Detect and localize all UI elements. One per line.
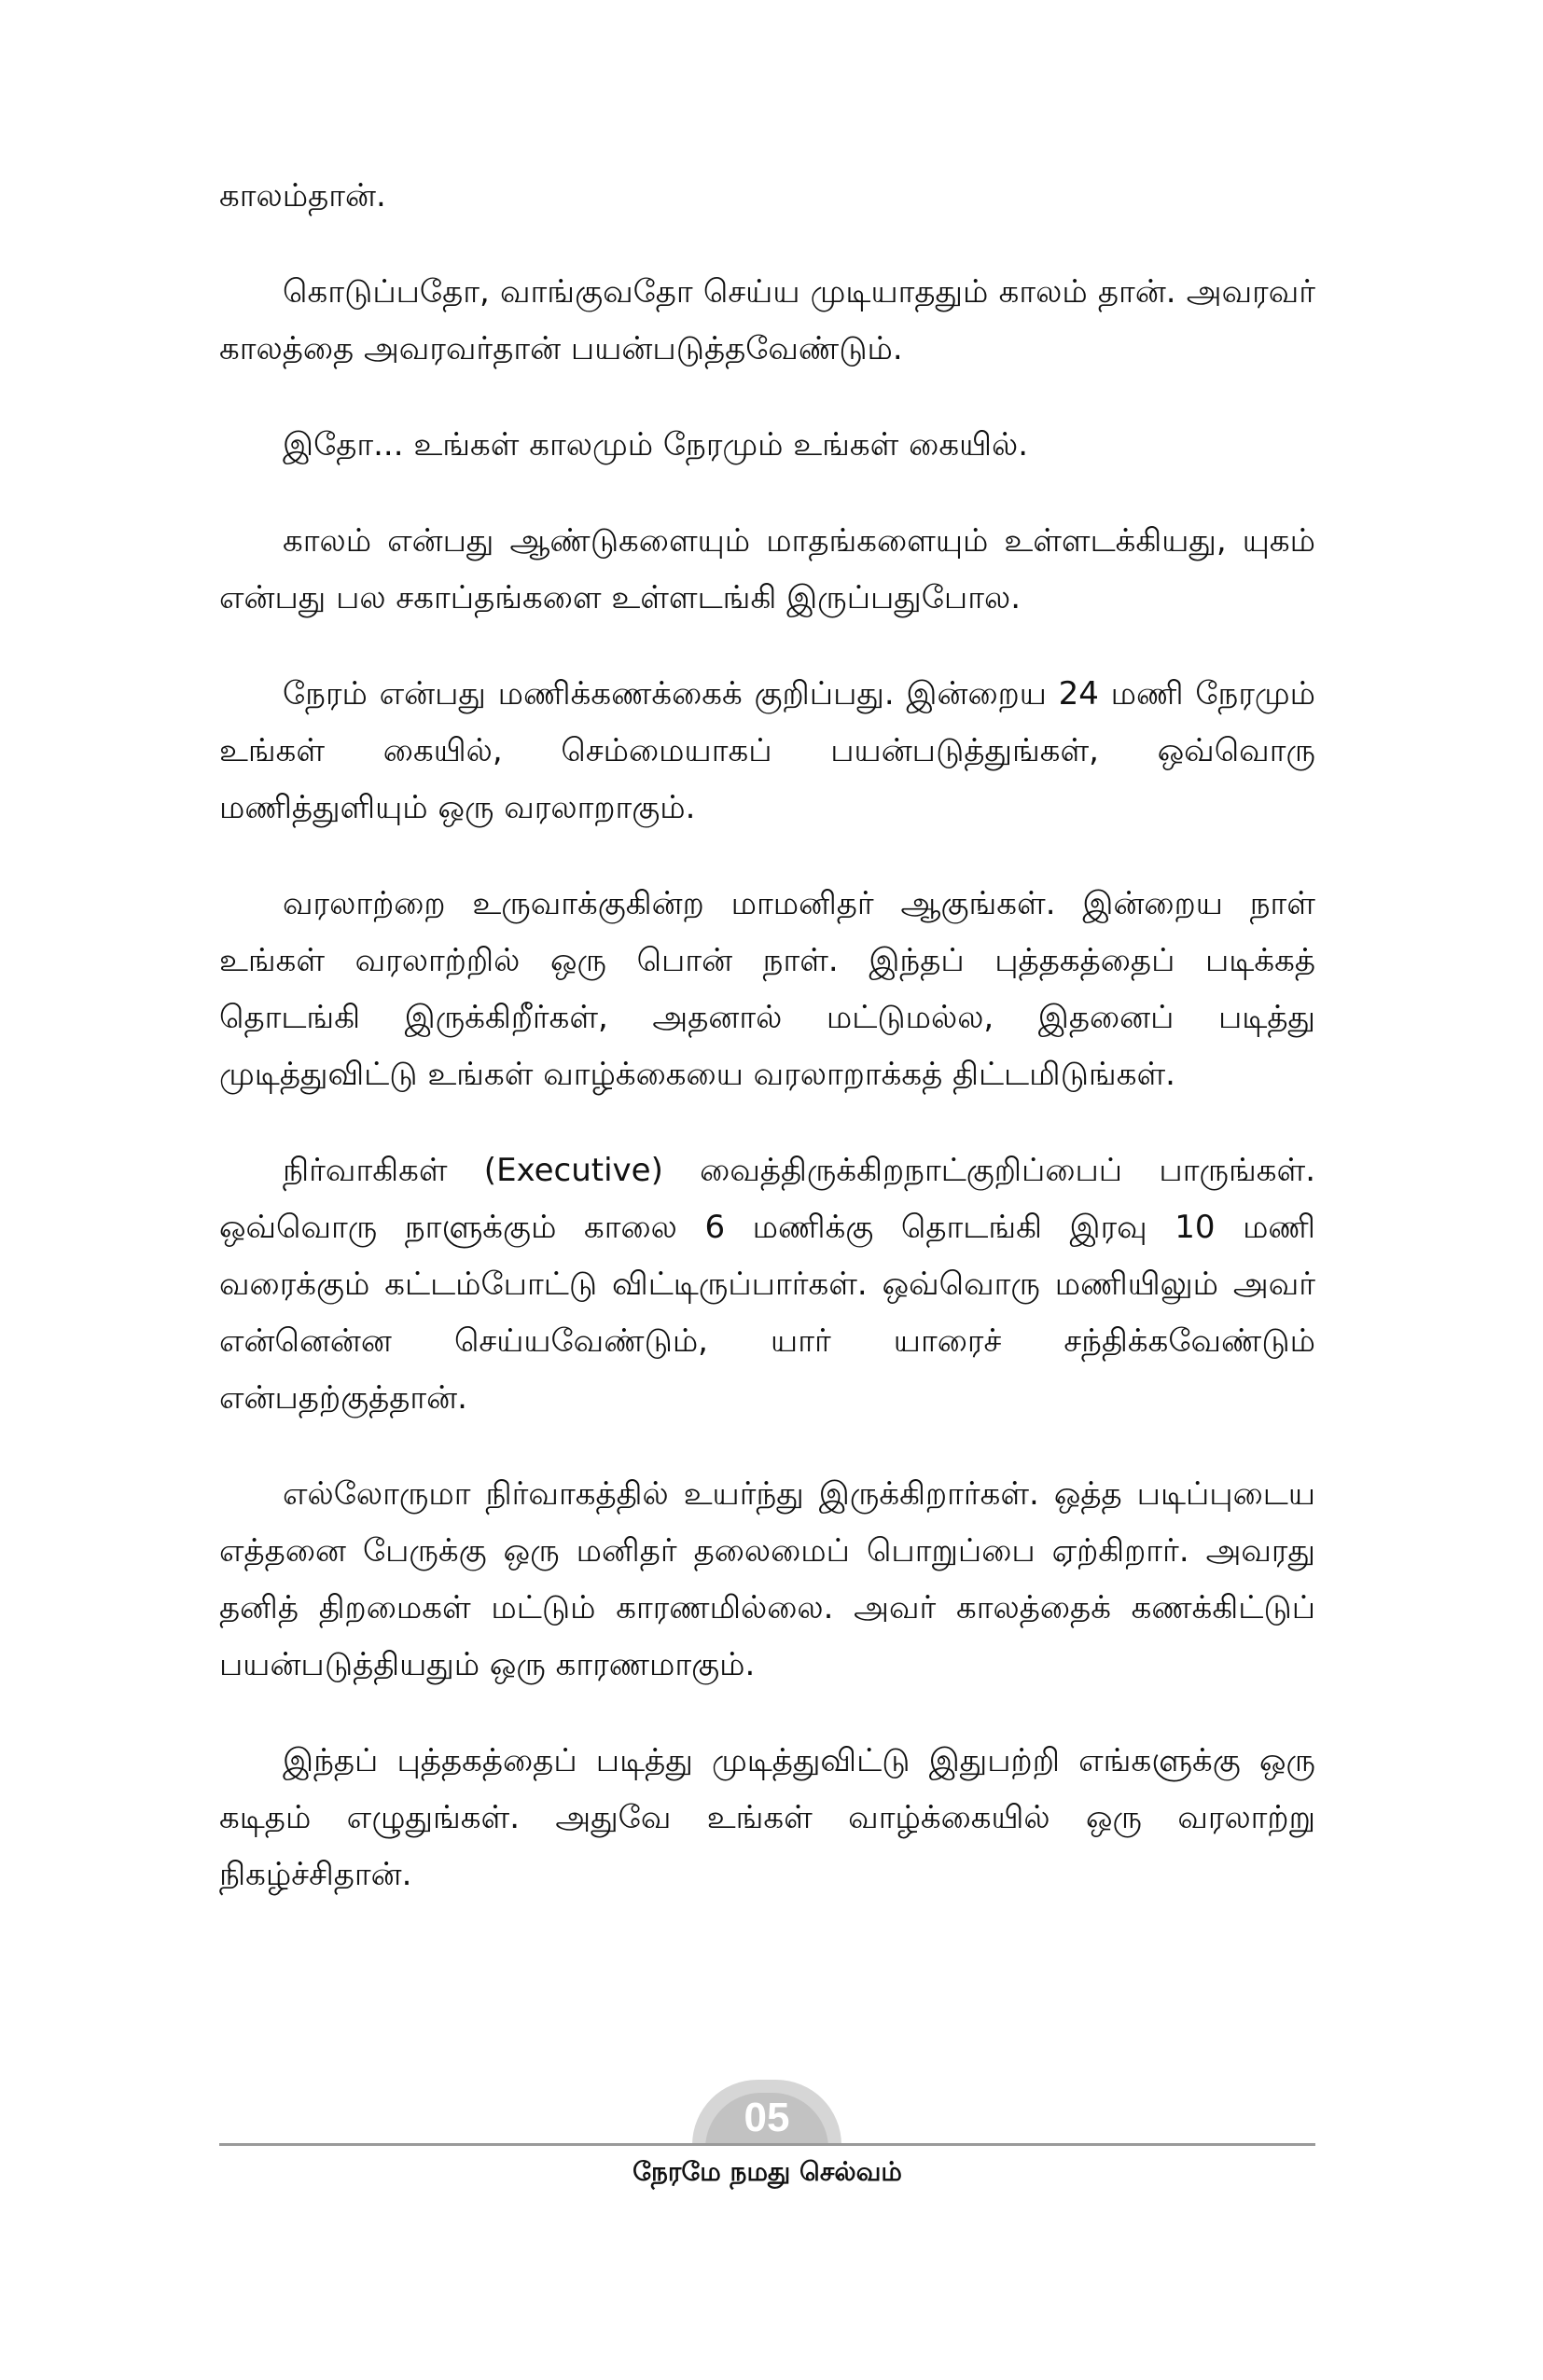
paragraph: கொடுப்பதோ, வாங்குவதோ செய்ய முடியாததும் காலம் தான். அவரவர் காலத்தை அவரவர்தான் பயன்படுத்தவேண்டும். (219, 273, 1315, 367)
paragraph: இந்தப் புத்தகத்தைப் படித்து முடித்துவிட்டு இதுபற்றி எங்களுக்கு ஒரு கடிதம் எழுதுங்கள். அதுவே உங்கள் வாழ்க்கையில் ஒரு வரலாற்று நிகழ்ச்சிதான். (219, 1742, 1315, 1893)
paragraph: இதோ... உங்கள் காலமும் நேரமும் உங்கள் கையில். (283, 426, 1029, 464)
paragraph: நேரம் என்பது மணிக்கணக்கைக் குறிப்பது. இன்றைய 24 மணி நேரமும் உங்கள் கையில், செம்மையாகப் பயன்படுத்துங்கள், ஒவ்வொரு மணித்துளியும் ஒரு வரலாறாகும். (219, 675, 1315, 826)
book-title: நேரமே நமது செல்வம் (632, 2156, 902, 2187)
paragraph: காலம் என்பது ஆண்டுகளையும் மாதங்களையும் உள்ளடக்கியது, யுகம் என்பது பல சகாப்தங்களை உள்ளடங்கி இருப்பதுபோல. (219, 522, 1315, 616)
paragraph-continuation: காலம்தான். (219, 177, 386, 214)
page-body (219, 168, 1315, 1943)
paragraph: எல்லோருமா நிர்வாகத்தில் உயர்ந்து இருக்கிறார்கள். ஒத்த படிப்புடைய எத்தனை பேருக்கு ஒரு மனிதர் தலைமைப் பொறுப்பை ஏற்கிறார். அவரது தனித் திறமைகள் மட்டும் காரணமில்லை. அவர் காலத்தைக் கணக்கிட்டுப் பயன்படுத்தியதும் ஒரு காரணமாகும். (219, 1475, 1315, 1683)
page-number-badge (692, 2080, 841, 2145)
page-number: 05 (744, 2095, 790, 2140)
paragraph: வரலாற்றை உருவாக்குகின்ற மாமனிதர் ஆகுங்கள். இன்றைய நாள் உங்கள் வரலாற்றில் ஒரு பொன் நாள். இந்தப் புத்தகத்தைப் படிக்கத் தொடங்கி இருக்கிறீர்கள், அதனால் மட்டுமல்ல, இதனைப் படித்து முடித்துவிட்டு உங்கள் வாழ்க்கையை வரலாறாக்கத் திட்டமிடுங்கள். (219, 885, 1315, 1093)
page-footer (219, 2080, 1315, 2192)
paragraph: நிர்வாகிகள் (Executive) வைத்திருக்கிறநாட்குறிப்பைப் பாருங்கள். ஒவ்வொரு நாளுக்கும் காலை 6 மணிக்கு தொடங்கி இரவு 10 மணி வரைக்கும் கட்டம்போட்டு விட்டிருப்பார்கள். ஒவ்வொரு மணியிலும் அவர் என்னென்ன செய்யவேண்டும், யார் யாரைச் சந்திக்கவேண்டும் என்பதற்குத்தான். (219, 1152, 1315, 1417)
footer-divider (219, 2143, 1315, 2146)
